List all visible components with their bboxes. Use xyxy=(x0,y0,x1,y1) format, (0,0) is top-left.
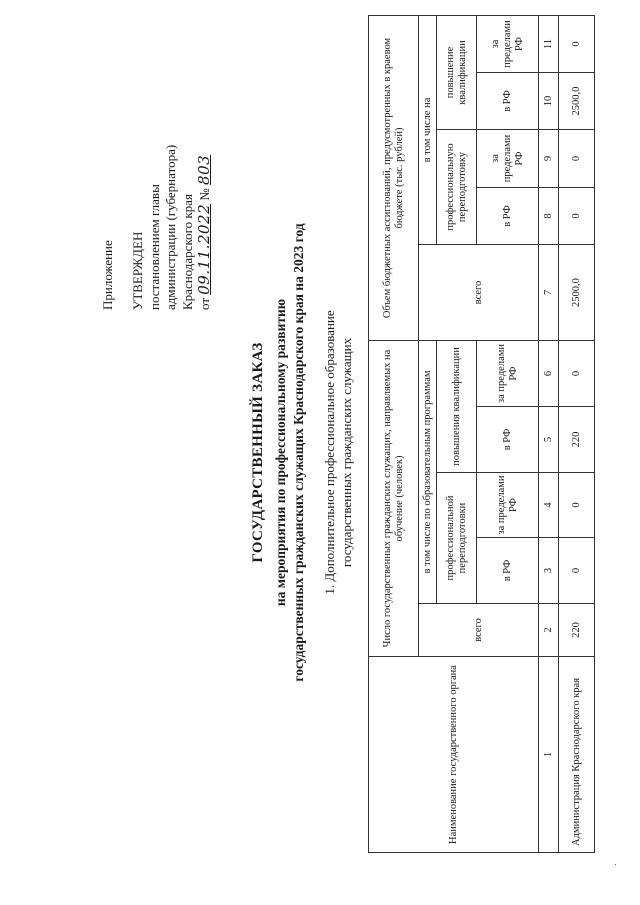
approved-line-2: администрации (губернатора) xyxy=(163,144,178,310)
column-number: 2 xyxy=(539,604,559,657)
header-including-programs: в том числе по образовательным программам xyxy=(419,341,437,604)
column-number: 9 xyxy=(539,130,559,188)
header-prof-retraining: профессиональной переподготовки xyxy=(437,473,477,604)
value-cell: 220 xyxy=(559,604,595,657)
document-subtitle-2: государственных гражданских служащих Краснодарского края на 2023 год xyxy=(291,223,306,682)
approval-block xyxy=(130,145,214,310)
value-cell: 0 xyxy=(559,16,595,73)
header-qualification-budget: повышение квалификации xyxy=(437,16,477,130)
appendix-label: Приложение xyxy=(100,240,115,310)
column-number: 1 xyxy=(539,657,559,853)
header-qualification: повышения квалификации xyxy=(437,341,477,473)
org-name-cell: Администрация Краснодарского края xyxy=(559,657,595,853)
value-cell: 0 xyxy=(559,538,595,604)
section-heading-2: государственных гражданских служащих xyxy=(339,337,354,568)
document-subtitle-1: на мероприятия по профессиональному развитию xyxy=(273,298,288,607)
header-abroad: за пределами РФ xyxy=(477,473,539,538)
column-number: 5 xyxy=(539,407,559,473)
header-abroad: за пределами РФ xyxy=(477,341,539,407)
value-cell: 220 xyxy=(559,407,595,473)
value-cell: 0 xyxy=(559,188,595,245)
date-prefix: от xyxy=(197,297,212,310)
value-cell: 0 xyxy=(559,130,595,188)
header-abroad: за пределами РФ xyxy=(477,16,539,73)
value-cell: 0 xyxy=(559,473,595,538)
table-row xyxy=(559,16,595,853)
approved-title: УТВЕРЖДЕН xyxy=(130,231,145,310)
column-number: 4 xyxy=(539,473,559,538)
approval-number: 803 xyxy=(195,154,213,185)
header-budget-total: всего xyxy=(419,245,539,341)
column-number: 11 xyxy=(539,16,559,73)
value-cell: 2500,0 xyxy=(559,73,595,130)
document-title: ГОСУДАРСТВЕННЫЙ ЗАКАЗ xyxy=(250,342,266,563)
value-cell: 2500,0 xyxy=(559,245,595,341)
column-number: 7 xyxy=(539,245,559,341)
approval-date: 09.11.2022 xyxy=(195,203,213,295)
approval-date-line xyxy=(196,145,214,310)
header-abroad: за пределами РФ xyxy=(477,130,539,188)
column-number-row xyxy=(539,16,559,853)
header-prof-retraining-budget: профессиональную переподготовку xyxy=(437,130,477,245)
scan-speck xyxy=(615,864,616,865)
column-number: 3 xyxy=(539,538,559,604)
number-prefix: № xyxy=(197,188,212,201)
header-in-rf: в РФ xyxy=(477,407,539,473)
header-in-rf: в РФ xyxy=(477,538,539,604)
section-heading-1: 1. Дополнительное профессиональное образование xyxy=(322,310,337,595)
header-people-total: всего xyxy=(419,604,539,657)
approved-line-1: постановлением главы xyxy=(146,184,162,310)
header-in-rf: в РФ xyxy=(477,188,539,245)
header-in-rf: в РФ xyxy=(477,73,539,130)
column-number: 6 xyxy=(539,341,559,407)
column-number: 8 xyxy=(539,188,559,245)
approved-line-3: Краснодарского края xyxy=(179,194,195,310)
value-cell: 0 xyxy=(559,341,595,407)
header-people: Число государственных гражданских служащих, направляемых на обучение (человек) xyxy=(369,341,419,657)
header-budget: Объем бюджетных ассигнований, предусмотренных в краевом бюджете (тыс. рублей) xyxy=(369,16,419,341)
column-number: 10 xyxy=(539,73,559,130)
header-including: в том числе на xyxy=(419,16,437,245)
state-order-table xyxy=(368,15,595,853)
header-org: Наименование государственного органа xyxy=(369,657,539,853)
